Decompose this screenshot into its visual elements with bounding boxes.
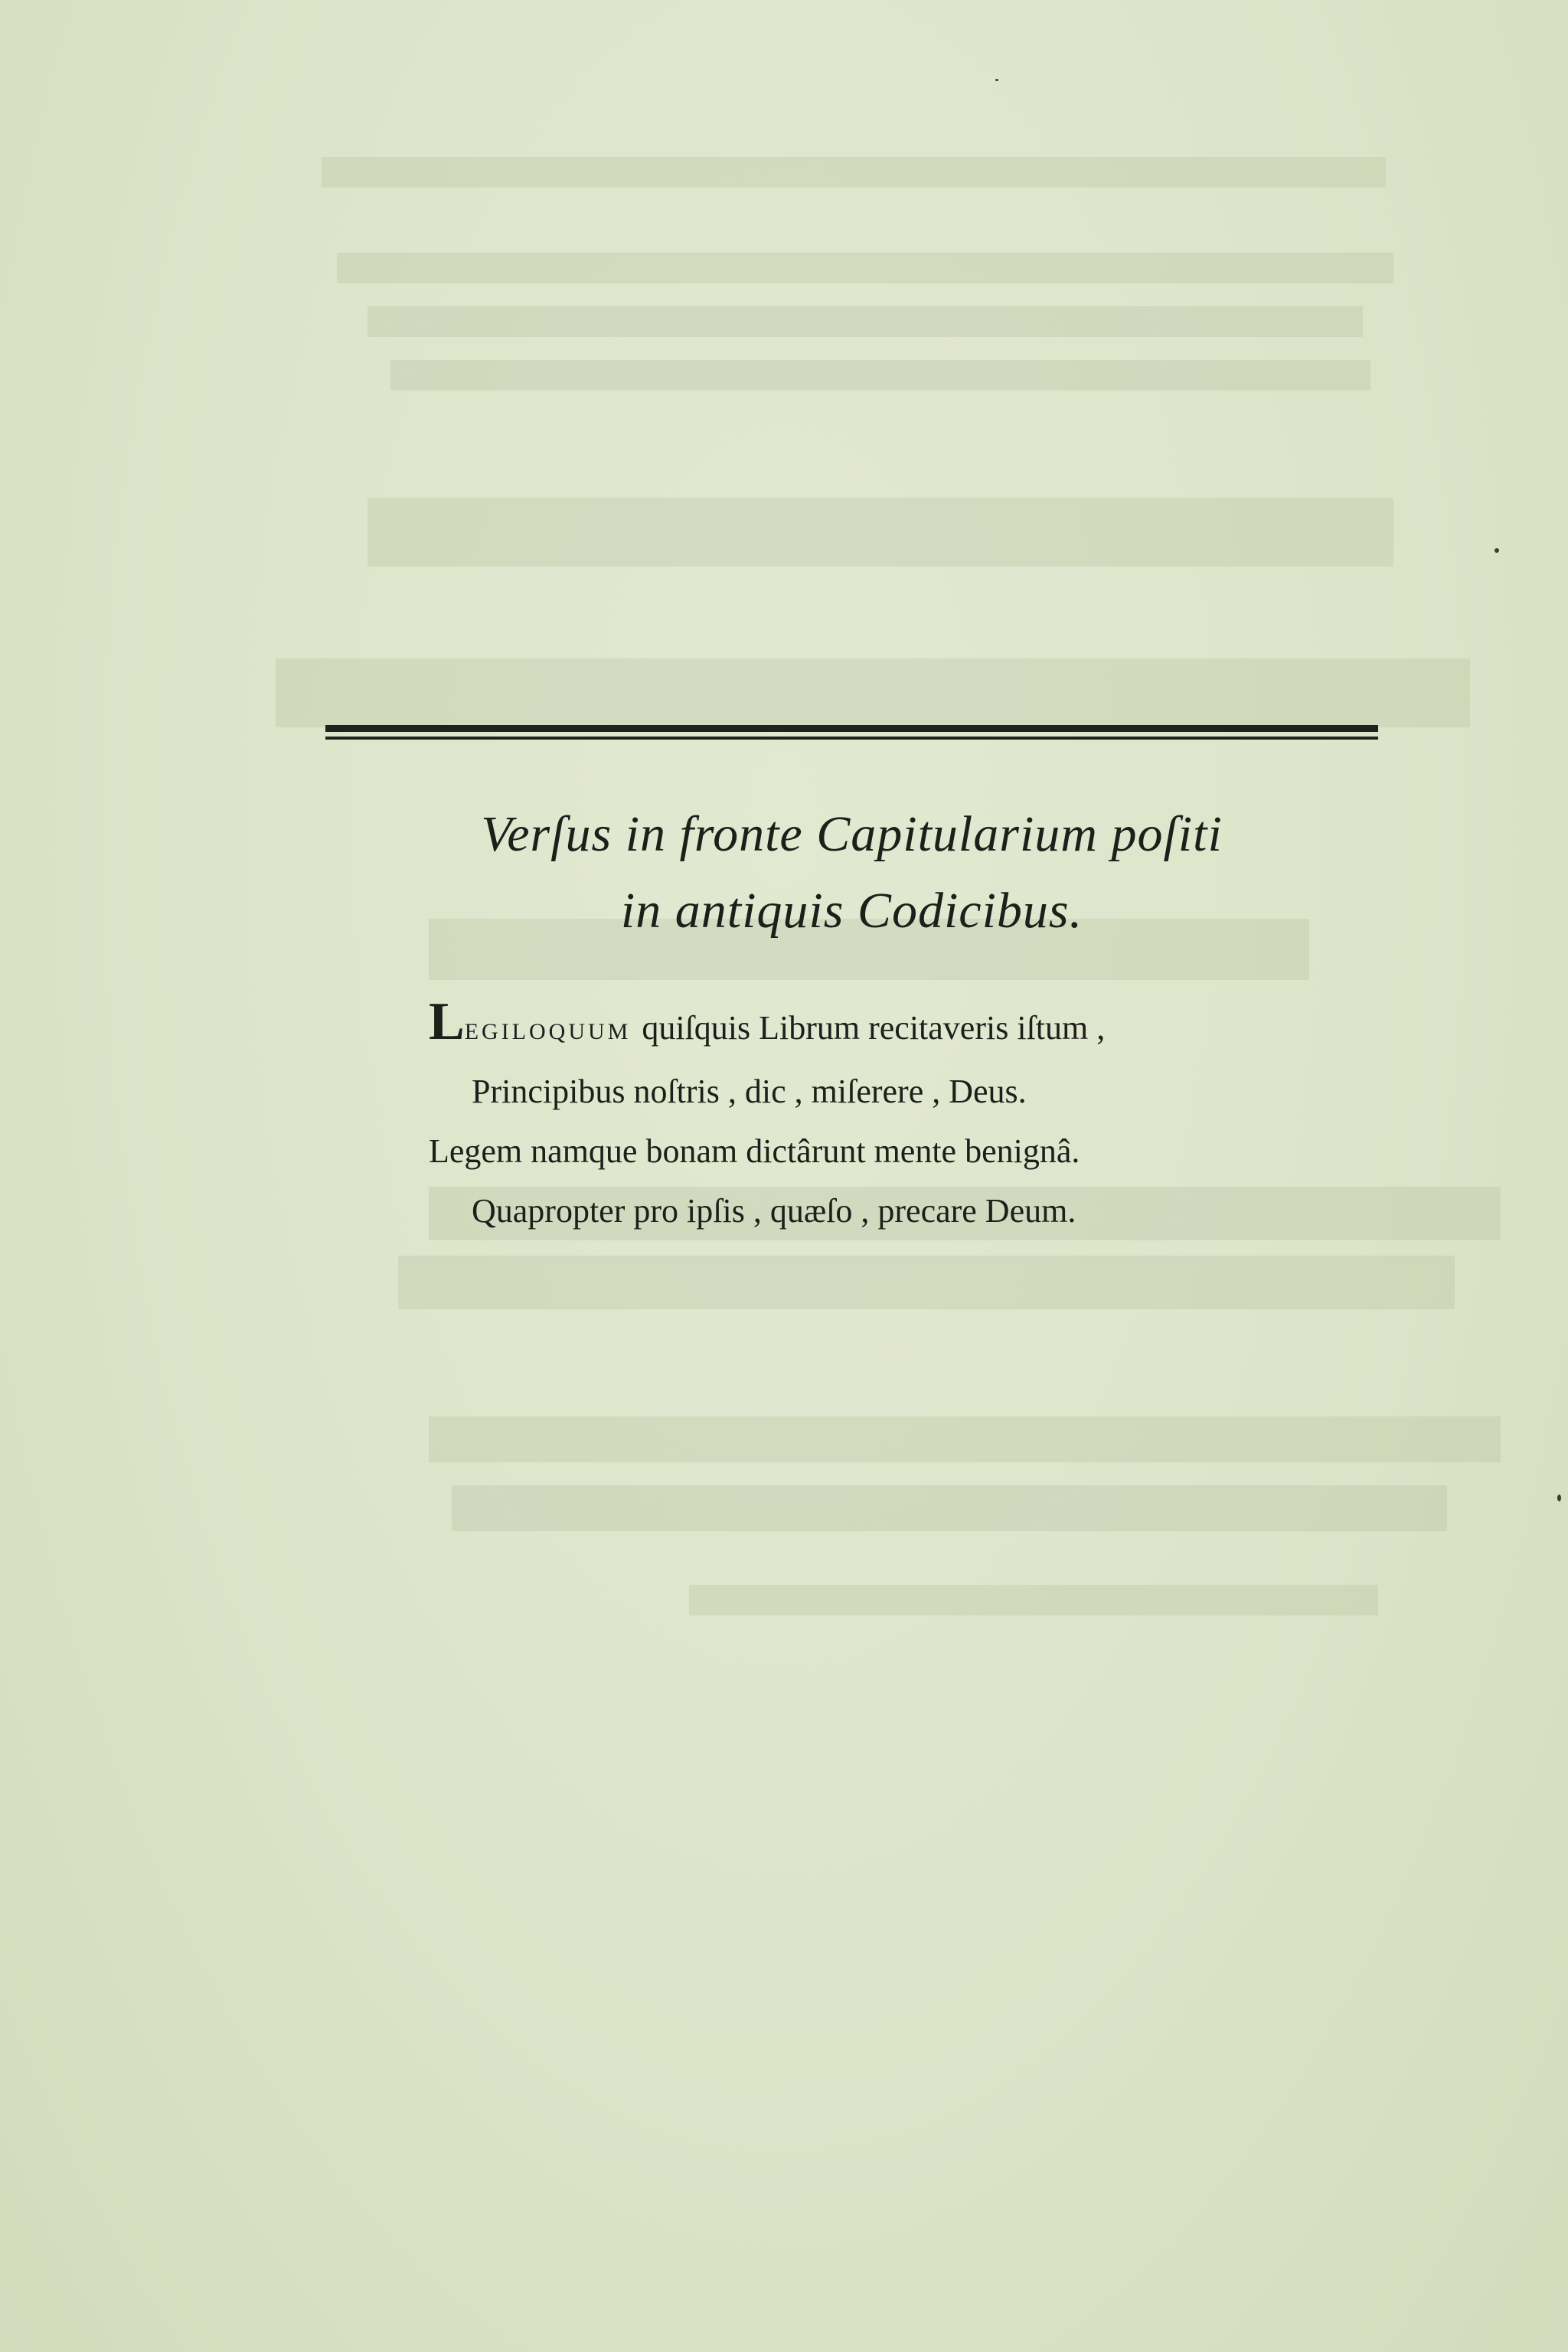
thin-rule: [325, 737, 1378, 740]
paper-speck: [1557, 1494, 1561, 1501]
verse-line-4: Quapropter pro ipſis , quæſo , precare Deum.: [472, 1192, 1076, 1230]
page-title: [325, 796, 1378, 949]
thick-rule: [325, 725, 1378, 732]
verse-line-1: [429, 992, 1348, 1062]
title-line-2: in antiquis Codicibus.: [620, 883, 1083, 939]
paper-speck: [1494, 548, 1499, 553]
paper-speck: [995, 79, 998, 81]
verse-line-1-text: quiſquis Librum recitaveris iſtum ,: [642, 1009, 1106, 1047]
verse-line-2: Principibus noſtris , dic , miſerere , Deus.: [472, 1073, 1027, 1110]
drop-capital: L: [429, 992, 465, 1051]
verse-block: [429, 992, 1348, 1241]
verse-line-3: Legem namque bonam dictârunt mente benignâ.: [429, 1132, 1080, 1170]
header-rule: [325, 725, 1378, 740]
first-word-smallcaps: EGILOQUUM: [464, 1019, 632, 1044]
title-line-1: Verſus in fronte Capitularium poſiti: [481, 806, 1223, 862]
